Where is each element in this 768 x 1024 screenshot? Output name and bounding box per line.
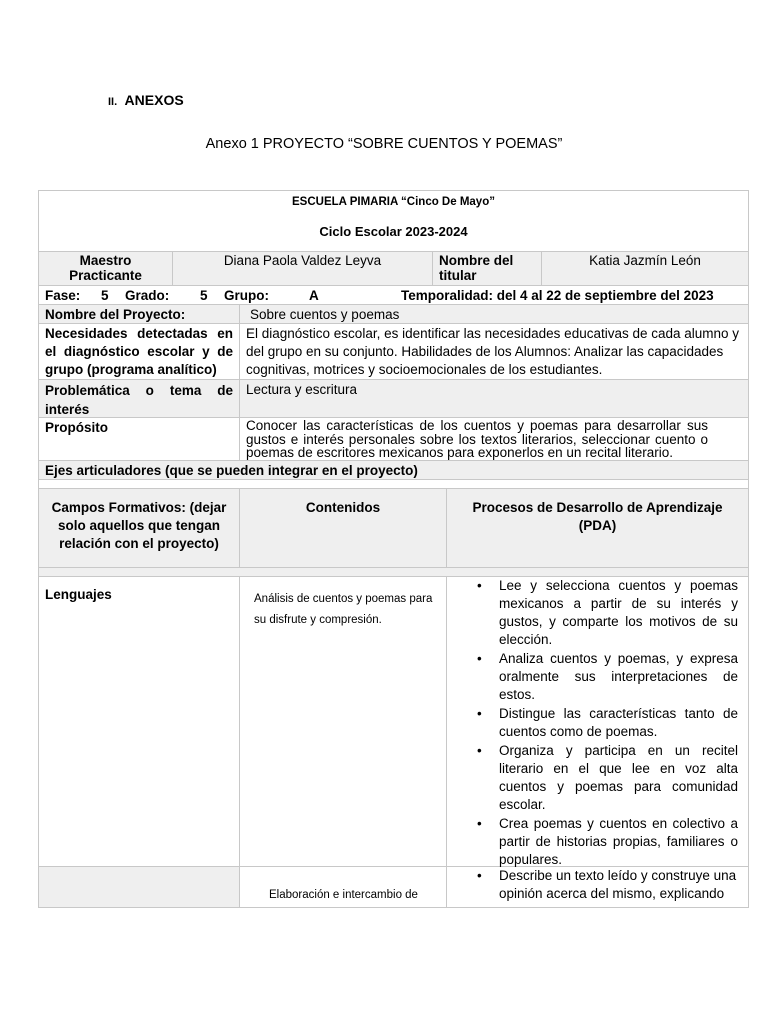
content-row xyxy=(39,867,748,907)
contenido-elaboracion: Elaboración e intercambio de xyxy=(239,867,446,907)
fase-label: Fase: xyxy=(45,288,81,303)
school-cycle: Ciclo Escolar 2023-2024 xyxy=(319,224,468,239)
project-name-label: Nombre del Proyecto: xyxy=(45,307,186,322)
campos-header: Campos Formativos: (dejar solo aquellos que tengan relación con el proyecto) xyxy=(51,500,227,551)
teacher-label: Maestro Practicante xyxy=(69,253,142,283)
pda-cell xyxy=(446,867,748,907)
needs-row xyxy=(39,324,748,380)
pda-item: • Crea poemas y cuentos en colectivo a partir de historias propias, familiares o populares. xyxy=(499,815,748,869)
purpose-value: Conocer las características de los cuentos y poemas para desarrollar sus gustos e interés personales sobre los textos literarios, seleccionar cuento o poemas de escritores mexicanos para exponerlos en un recital literario. xyxy=(239,418,748,460)
section-heading xyxy=(108,92,184,108)
section-number: II. xyxy=(108,96,118,108)
purpose-label: Propósito xyxy=(45,420,108,435)
campo-empty xyxy=(39,867,239,907)
campo-lenguajes: Lenguajes xyxy=(45,587,112,602)
pda-item: • Lee y selecciona cuentos y poemas mexicanos a partir de su interés y gustos, y comparte los motivos de su elección. xyxy=(499,577,748,649)
contenidos-header: Contenidos xyxy=(239,489,446,567)
pda-list xyxy=(447,867,748,903)
annex-title: Anexo 1 PROYECTO “SOBRE CUENTOS Y POEMAS” xyxy=(205,136,563,152)
project-name-value: Sobre cuentos y poemas xyxy=(239,305,748,323)
axes-label: Ejes articuladores (que se pueden integrar en el proyecto) xyxy=(45,463,418,478)
pda-item: • Organiza y participa en un recitel literario en el que lee en voz alta cuentos y poemas para comunidad escolar. xyxy=(499,742,748,814)
grupo-label: Grupo: xyxy=(224,288,269,303)
spacer-row-2 xyxy=(39,568,748,577)
needs-label: Necesidades detectadas en el diagnóstico escolar y de grupo (programa analítico) xyxy=(45,326,233,377)
pda-cell xyxy=(446,577,748,866)
pda-item: • Analiza cuentos y poemas, y expresa oralmente sus interpretaciones de estos. xyxy=(499,650,748,704)
school-header-row xyxy=(39,191,748,252)
project-name-row xyxy=(39,305,748,324)
teacher-value: Diana Paola Valdez Leyva xyxy=(172,252,432,285)
temporalidad: Temporalidad: del 4 al 22 de septiembre del 2023 xyxy=(401,288,714,303)
grupo-value: A xyxy=(309,288,319,303)
problem-row xyxy=(39,380,748,418)
section-title: ANEXOS xyxy=(124,92,184,108)
axes-row xyxy=(39,461,748,480)
problem-value: Lectura y escritura xyxy=(239,380,748,417)
content-row xyxy=(39,577,748,867)
pda-list xyxy=(447,577,748,869)
project-table xyxy=(38,190,749,908)
school-name: ESCUELA PIMARIA “Cinco De Mayo” xyxy=(292,196,495,208)
spacer-row xyxy=(39,480,748,489)
grado-label: Grado: xyxy=(125,288,170,303)
teacher-row xyxy=(39,252,748,286)
phase-row xyxy=(39,286,748,305)
fase-value: 5 xyxy=(101,288,109,303)
columns-header-row xyxy=(39,489,748,568)
contenido-analisis: Análisis de cuentos y poemas para su disfrute y compresión. xyxy=(239,577,446,866)
needs-value: El diagnóstico escolar, es identificar las necesidades educativas de cada alumno y del grupo en su conjunto. Habilidades de los Alumnos: Analizar las capacidades cognitivas, motrices y socioemocionales de los estudiantes. xyxy=(239,324,748,379)
holder-label: Nombre del titular xyxy=(432,252,541,285)
holder-value: Katia Jazmín León xyxy=(541,252,748,285)
problem-label: Problemática o tema de interés xyxy=(45,383,233,417)
pda-item: • Describe un texto leído y construye una opinión acerca del mismo, explicando xyxy=(499,867,748,903)
pda-header: Procesos de Desarrollo de Aprendizaje (PDA) xyxy=(446,489,748,567)
pda-item: • Distingue las características tanto de cuentos como de poemas. xyxy=(499,705,748,741)
purpose-row xyxy=(39,418,748,461)
grado-value: 5 xyxy=(200,288,208,303)
